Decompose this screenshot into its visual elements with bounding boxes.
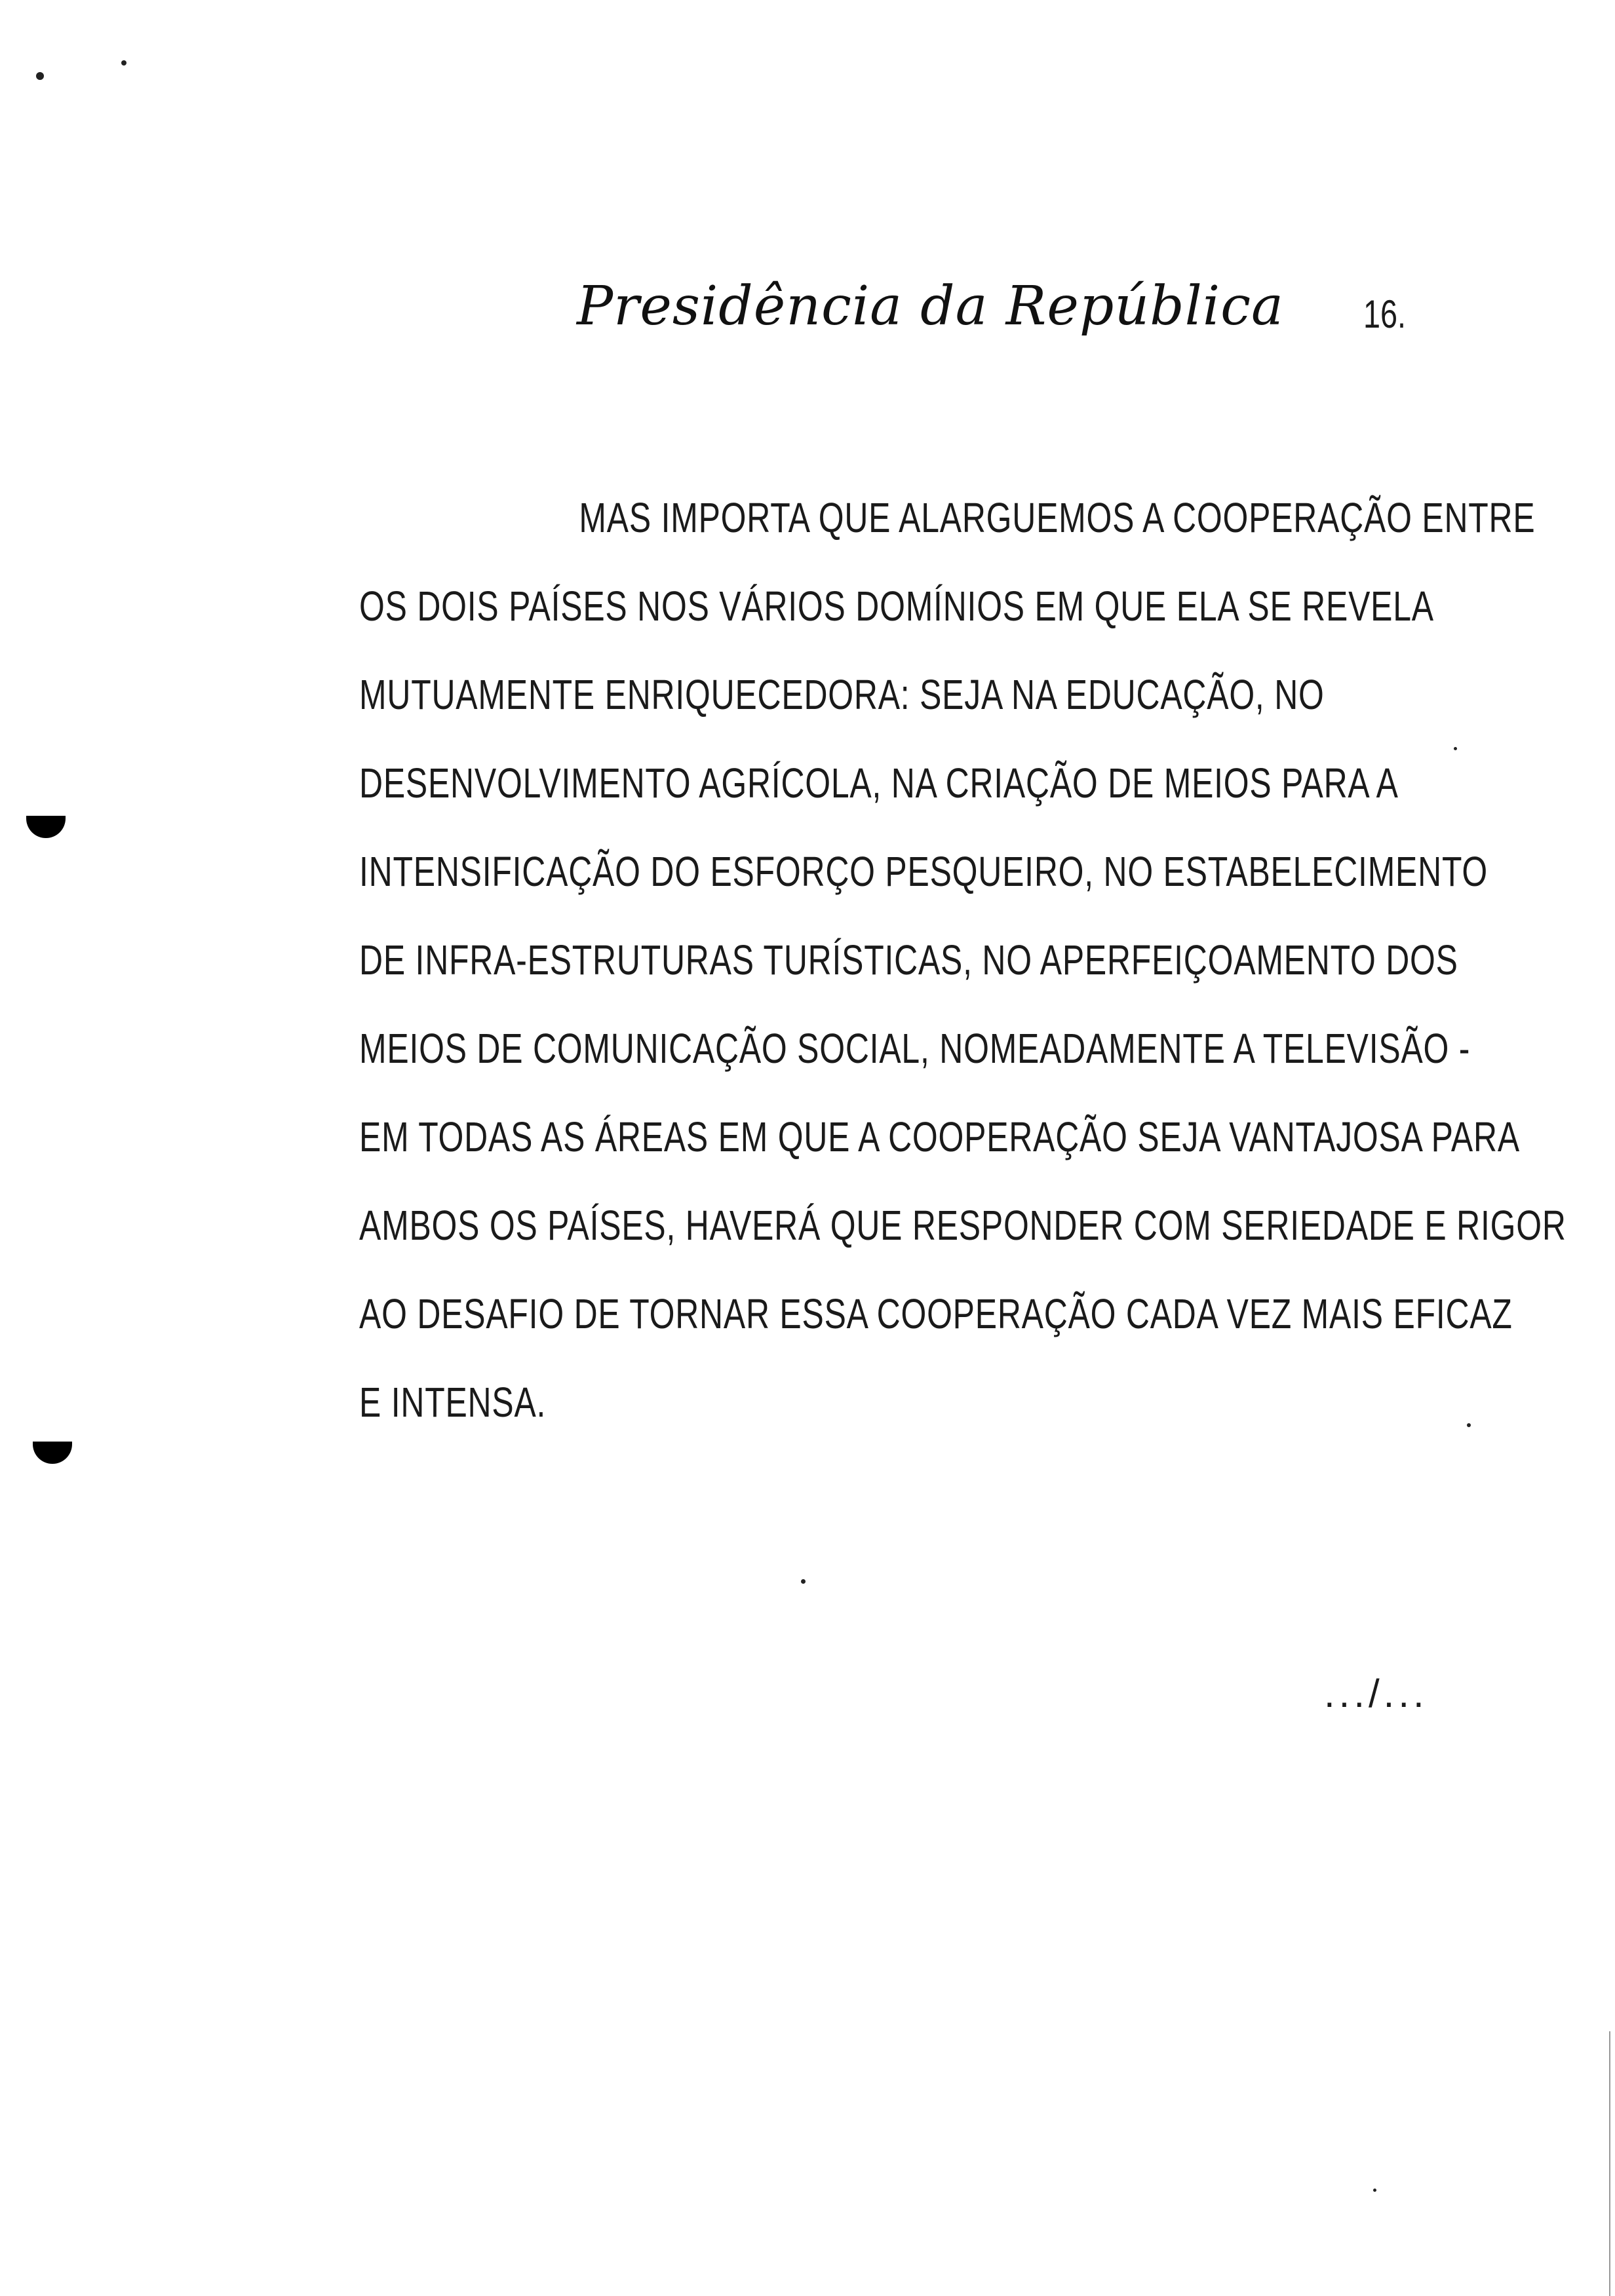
scan-speck [1373,2189,1376,2192]
scan-speck [1467,1423,1471,1427]
scan-speck [121,60,126,66]
punch-hole-upper [26,816,66,838]
text-line: OS DOIS PAÍSES NOS VÁRIOS DOMÍNIOS EM QUE ELA SE REVELA [359,583,1434,630]
text-line: MAS IMPORTA QUE ALARGUEMOS A COOPERAÇÃO ENTRE [579,494,1536,541]
text-line: AMBOS OS PAÍSES, HAVERÁ QUE RESPONDER COM SERIEDADE E RIGOR [359,1202,1566,1249]
scan-speck [36,72,44,80]
text-line: E INTENSA. [359,1379,547,1426]
page-number: 16. [1363,292,1407,336]
text-line: EM TODAS AS ÁREAS EM QUE A COOPERAÇÃO SEJA VANTAJOSA PARA [359,1113,1520,1160]
body-paragraph [359,494,1566,1468]
text-line: DESENVOLVIMENTO AGRÍCOLA, NA CRIAÇÃO DE MEIOS PARA A [359,759,1399,807]
text-line: DE INFRA-ESTRUTURAS TURÍSTICAS, NO APERFEIÇOAMENTO DOS [359,936,1458,984]
text-line: AO DESAFIO DE TORNAR ESSA COOPERAÇÃO CADA VEZ MAIS EFICAZ [359,1290,1513,1337]
text-line: INTENSIFICAÇÃO DO ESFORÇO PESQUEIRO, NO ESTABELECIMENTO [359,848,1488,895]
text-line: MUTUAMENTE ENRIQUECEDORA: SEJA NA EDUCAÇÃO, NO [359,671,1325,718]
continuation-mark: .../... [1324,1672,1428,1715]
scan-speck [801,1579,806,1584]
scan-speck [1454,747,1457,750]
punch-hole-lower [33,1442,72,1464]
text-line: MEIOS DE COMUNICAÇÃO SOCIAL, NOMEADAMENTE A TELEVISÃO - [359,1025,1471,1072]
scan-edge-line [1609,2031,1610,2296]
letterhead-title: Presidência da República [577,275,1284,337]
